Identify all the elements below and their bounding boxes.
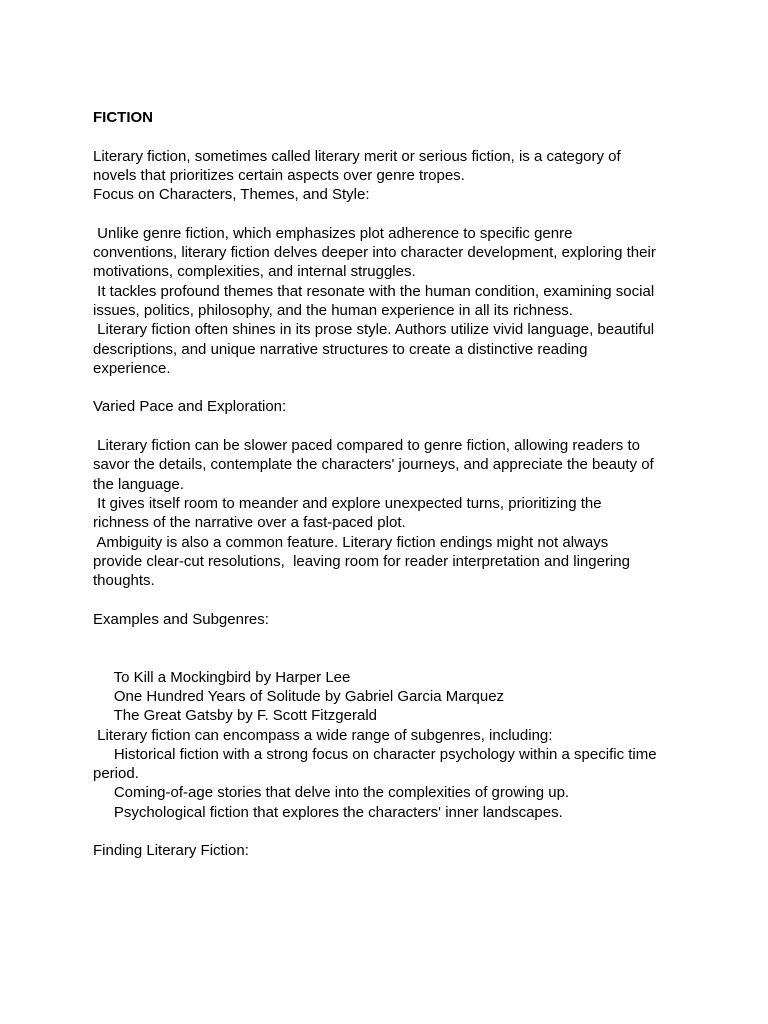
text-line: provide clear-cut resolutions, leaving room for reader interpretation and lingering [93,552,630,570]
document-title: FICTION [93,109,153,126]
text-line: the language. [93,475,184,493]
examples-section [93,668,683,822]
text-line: Literary fiction can encompass a wide range of subgenres, including: [93,726,553,744]
spacer [93,822,683,841]
intro-paragraph [93,147,683,205]
section-heading-pace: Varied Pace and Exploration: [93,398,287,416]
section-heading-examples: Examples and Subgenres: [93,610,269,628]
pace-section [93,436,683,590]
text-line: savor the details, contemplate the characters' journeys, and appreciate the beauty of [93,456,654,474]
text-line: Literary fiction can be slower paced compared to genre fiction, allowing readers to [93,437,640,455]
list-item: Historical fiction with a strong focus on character psychology within a specific time [93,745,657,763]
text-line: experience. [93,359,171,377]
text-line: descriptions, and unique narrative structures to create a distinctive reading [93,340,588,358]
section-heading-finding: Finding Literary Fiction: [93,842,249,860]
text-line: motivations, complexities, and internal struggles. [93,263,416,281]
spacer [93,378,683,397]
text-line: It tackles profound themes that resonate with the human condition, examining social [93,282,655,300]
spacer [93,204,683,223]
list-item: The Great Gatsby by F. Scott Fitzgerald [93,707,378,725]
spacer [93,127,683,146]
text-line: issues, politics, philosophy, and the human experience in all its richness. [93,301,573,319]
text-line: conventions, literary fiction delves deeper into character development, exploring their [93,244,656,262]
text-line: richness of the narrative over a fast-paced plot. [93,514,406,532]
list-item: Psychological fiction that explores the characters' inner landscapes. [93,803,563,821]
text-line: Literary fiction, sometimes called literary merit or serious fiction, is a category of [93,147,621,165]
text-line: Unlike genre fiction, which emphasizes plot adherence to specific genre [93,224,573,242]
section-heading-focus: Focus on Characters, Themes, and Style: [93,186,370,204]
spacer [93,417,683,436]
document-page [93,108,683,861]
text-line: novels that prioritizes certain aspects over genre tropes. [93,166,465,184]
list-item: One Hundred Years of Solitude by Gabriel Garcia Marquez [93,687,505,705]
spacer [93,590,683,609]
text-line: It gives itself room to meander and explore unexpected turns, prioritizing the [93,494,602,512]
spacer [93,629,683,668]
text-line: period. [93,765,139,783]
text-line: Literary fiction often shines in its prose style. Authors utilize vivid language, beautiful [93,321,655,339]
text-line: thoughts. [93,572,155,590]
text-line: Ambiguity is also a common feature. Literary fiction endings might not always [93,533,609,551]
list-item: Coming-of-age stories that delve into the complexities of growing up. [93,784,570,802]
focus-section [93,224,683,378]
list-item: To Kill a Mockingbird by Harper Lee [93,668,351,686]
